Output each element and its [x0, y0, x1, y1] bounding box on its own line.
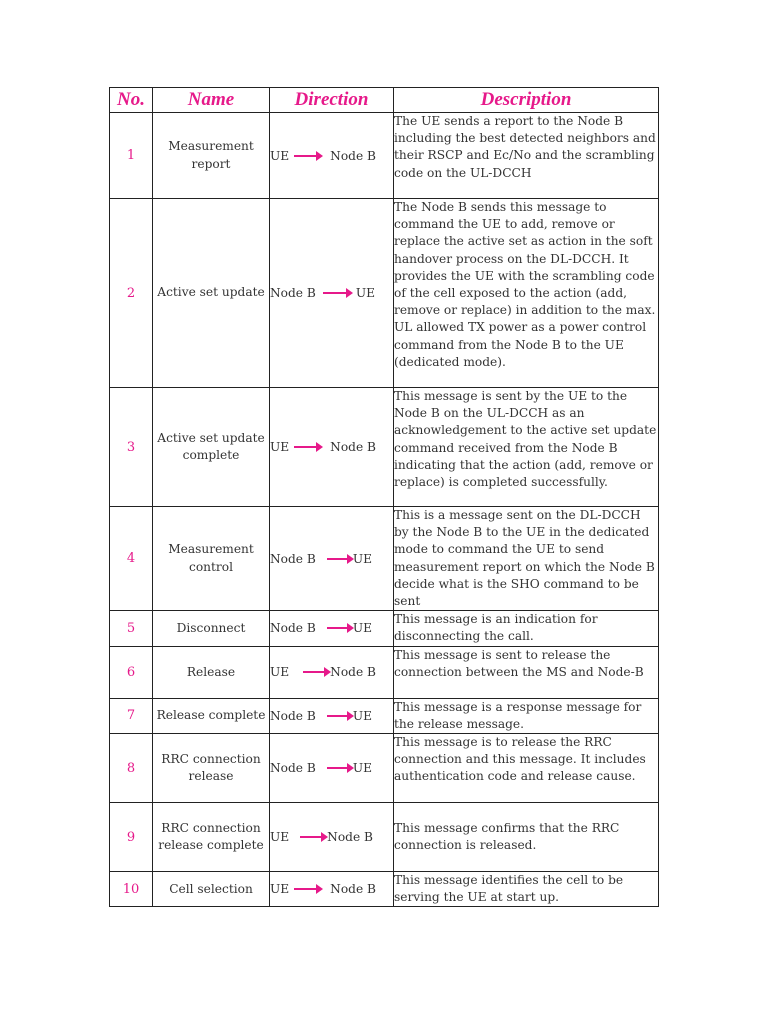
direction-from: UE [270, 665, 290, 680]
message-name-text: Cell selection [169, 881, 253, 896]
message-description: This message is an indication for disconnecting the call. [394, 611, 659, 646]
message-name [153, 113, 270, 199]
table-row [110, 507, 659, 611]
message-name [153, 698, 270, 733]
table-row [110, 199, 659, 388]
message-description: This message is to release the RRC connection and this message. It includes authentication code and release cause. [394, 734, 659, 803]
table-row [110, 872, 659, 907]
direction-to: UE [355, 286, 376, 300]
arrow-right-icon [327, 558, 349, 560]
message-name [153, 611, 270, 646]
arrow-right-icon [327, 715, 349, 717]
message-table [109, 87, 659, 907]
direction-from: Node B [270, 761, 316, 776]
table-row [110, 734, 659, 803]
row-number: 10 [110, 872, 153, 907]
message-description: This message confirms that the RRC connection is released. [394, 803, 659, 872]
message-name-text: Disconnect [176, 620, 246, 635]
header-direction: Direction [270, 88, 394, 113]
direction-to: UE [352, 761, 373, 776]
message-name [153, 803, 270, 872]
message-description: The UE sends a report to the Node B including the best detected neighbors and their RSCP and Ec/No and the scrambling code on the UL-DCCH [394, 113, 659, 199]
header-row [110, 88, 659, 113]
direction-from: UE [270, 148, 290, 163]
row-number: 7 [110, 698, 153, 733]
message-name [153, 646, 270, 698]
message-description: The Node B sends this message to command the UE to add, remove or replace the active set as action in the soft handover process on the DL-DCCH. It provides the UE with the scrambling code of the cell exposed to the action (add, remove or replace) in addition to the max. UL allowed TX power as a power control command from the Node B to the UE (dedicated mode). [394, 199, 659, 388]
row-number: 3 [110, 388, 153, 507]
message-name-text: Active set update [157, 285, 265, 300]
message-description: This message identifies the cell to be serving the UE at start up. [394, 872, 659, 907]
direction-cell [270, 872, 394, 907]
direction-to: UE [352, 708, 373, 723]
direction-cell [270, 199, 394, 388]
row-number: 6 [110, 646, 153, 698]
table-row [110, 646, 659, 698]
message-description: This is a message sent on the DL-DCCH by the Node B to the UE in the dedicated mode to command the UE to send measurement report on which the Node B decide what is the SHO command to be sent [394, 507, 659, 611]
arrow-right-icon [294, 888, 318, 890]
direction-to: Node B [330, 882, 377, 897]
arrow-right-icon [294, 446, 318, 448]
direction-cell [270, 698, 394, 733]
direction-to: Node B [330, 665, 377, 680]
row-number: 1 [110, 113, 153, 199]
message-name-text: Active set update complete [157, 430, 265, 462]
direction-to: Node B [327, 830, 374, 845]
arrow-right-icon [327, 627, 349, 629]
direction-from: UE [270, 830, 290, 845]
direction-to: Node B [330, 148, 377, 163]
direction-cell [270, 803, 394, 872]
message-name [153, 507, 270, 611]
direction-from: Node B [270, 551, 316, 566]
row-number: 4 [110, 507, 153, 611]
message-name-text: Measurement control [168, 542, 254, 574]
header-no: No. [110, 88, 153, 113]
direction-from: Node B [270, 286, 316, 300]
table-row [110, 611, 659, 646]
direction-to: Node B [330, 440, 377, 454]
message-description: This message is sent to release the connection between the MS and Node-B [394, 646, 659, 698]
row-number: 8 [110, 734, 153, 803]
table-row [110, 698, 659, 733]
header-name: Name [153, 88, 270, 113]
message-name [153, 388, 270, 507]
row-number: 9 [110, 803, 153, 872]
header-description: Description [394, 88, 659, 113]
message-name [153, 872, 270, 907]
direction-cell [270, 734, 394, 803]
row-number: 2 [110, 199, 153, 388]
message-description: This message is sent by the UE to the Node B on the UL-DCCH as an acknowledgement to the active set update command received from the Node B indicating that the action (add, remove or replace) is completed successfully. [394, 388, 659, 507]
direction-from: UE [270, 882, 290, 897]
table-row [110, 113, 659, 199]
direction-cell [270, 646, 394, 698]
arrow-right-icon [300, 836, 323, 838]
arrow-right-icon [323, 292, 348, 294]
direction-to: UE [352, 551, 373, 566]
message-name-text: Measurement report [168, 139, 254, 171]
direction-cell [270, 113, 394, 199]
table-row [110, 388, 659, 507]
message-name-text: RRC connection release complete [158, 820, 264, 853]
direction-cell [270, 507, 394, 611]
direction-cell [270, 611, 394, 646]
message-name-text: RRC connection release [161, 751, 261, 784]
message-name [153, 199, 270, 388]
message-name-text: Release complete [156, 708, 266, 723]
row-number: 5 [110, 611, 153, 646]
direction-to: UE [352, 621, 373, 636]
arrow-right-icon [294, 155, 318, 157]
direction-cell [270, 388, 394, 507]
arrow-right-icon [327, 767, 349, 769]
direction-from: Node B [270, 708, 316, 723]
direction-from: UE [270, 440, 290, 454]
message-description: This message is a response message for the release message. [394, 698, 659, 733]
message-name [153, 734, 270, 803]
direction-from: Node B [270, 621, 316, 636]
arrow-right-icon [303, 671, 326, 673]
table-row [110, 803, 659, 872]
message-name-text: Release [186, 664, 236, 679]
